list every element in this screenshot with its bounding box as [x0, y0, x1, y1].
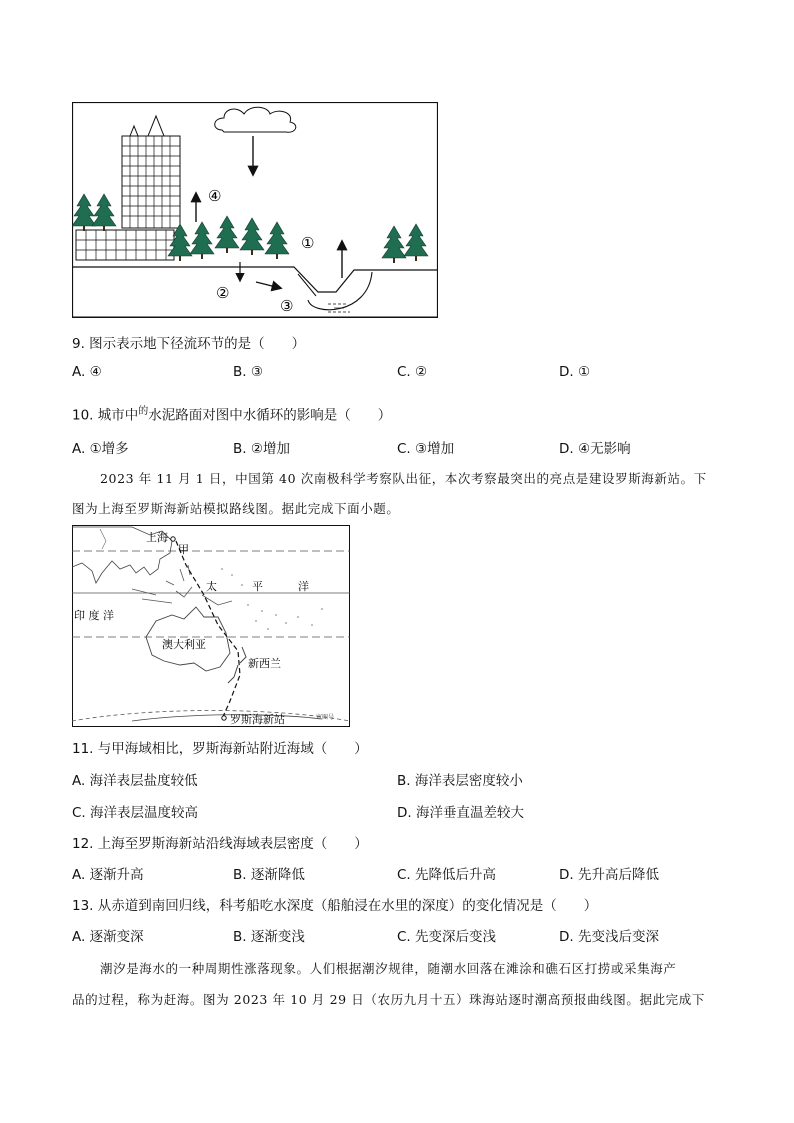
passage1-line1: 2023 年 11 月 1 日，中国第 40 次南极科学考察队出征，本次考察最突出的亮点是建设罗斯海新站。下: [100, 471, 707, 486]
q10-stem: [72, 402, 391, 424]
q13-option-d: D. 先变浅后变深: [559, 929, 659, 945]
q10-stem-sup: 的: [138, 406, 149, 417]
q11-option-a: A. 海洋表层盐度较低: [72, 773, 198, 789]
map-label-australia: 澳大利亚: [162, 638, 206, 651]
label-3: ③: [280, 297, 294, 315]
map-label-indian: 印 度 洋: [74, 609, 114, 622]
label-1: ①: [301, 234, 315, 252]
q13-option-a: A. 逐渐变深: [72, 929, 144, 945]
passage2-line1: 潮汐是海水的一种周期性涨落现象。人们根据潮汐规律，随潮水回落在滩涂和礁石区打捞或采集海产: [100, 961, 677, 976]
low-building: [76, 230, 174, 260]
q12-option-a: A. 逐渐升高: [72, 867, 144, 883]
q9-option-a: A. ④: [72, 364, 102, 380]
q10-option-c: C. ③增加: [397, 441, 455, 457]
q10-option-b: B. ②增加: [233, 441, 290, 457]
map-label-pacific-1: 太: [206, 580, 217, 593]
q12-stem: 12. 上海至罗斯海新站沿线海域表层密度（ ）: [72, 836, 368, 852]
map-label-pacific-3: 洋: [298, 580, 309, 593]
passage2-line2: 品的过程，称为赶海。图为 2023 年 10 月 29 日（农历九月十五）珠海站逐时潮高预报曲线图。据此完成下: [72, 992, 705, 1007]
label-4: ④: [208, 187, 222, 205]
q10-stem-part-b: 水泥路面对图中水循环的影响是（ ）: [148, 407, 392, 424]
map-label-shanghai: 上海: [146, 531, 168, 544]
q10-option-d: D. ④无影响: [559, 441, 631, 457]
passage1-line2: 图为上海至罗斯海新站模拟路线图。据此完成下面小题。: [72, 501, 400, 516]
q9-option-c: C. ②: [397, 364, 428, 380]
q13-option-c: C. 先变深后变浅: [397, 929, 497, 945]
map-label-pacific-2: 平: [252, 580, 263, 593]
q11-option-b: B. 海洋表层密度较小: [397, 773, 523, 789]
q9-stem: 9. 图示表示地下径流环节的是（ ）: [72, 336, 306, 352]
route-map: [72, 525, 350, 727]
map-label-newzealand: 新西兰: [248, 657, 281, 670]
map-label-station: 罗斯海新站: [230, 713, 285, 726]
q9-option-b: B. ③: [233, 364, 263, 380]
q11-stem: 11. 与甲海域相比，罗斯海新站附近海域（ ）: [72, 741, 368, 757]
map-label-jia: 甲: [178, 543, 189, 556]
q12-option-d: D. 先升高后降低: [559, 867, 659, 883]
q11-option-c: C. 海洋表层温度较高: [72, 805, 199, 821]
q12-option-c: C. 先降低后升高: [397, 867, 497, 883]
water-cycle-figure: [72, 102, 438, 318]
q9-option-d: D. ①: [559, 364, 591, 380]
q11-option-d: D. 海洋垂直温差较大: [397, 805, 524, 821]
q13-stem: 13. 从赤道到南回归线，科考船吃水深度（船舶浸在水里的深度）的变化情况是（ ）: [72, 898, 598, 914]
q13-option-b: B. 逐渐变浅: [233, 929, 305, 945]
label-2: ②: [216, 284, 230, 302]
map-label-stamp: 审图号: [316, 714, 335, 721]
q10-option-a: A. ①增多: [72, 441, 129, 457]
q12-option-b: B. 逐渐降低: [233, 867, 305, 883]
q10-stem-part-a: 10. 城市中: [72, 407, 139, 424]
